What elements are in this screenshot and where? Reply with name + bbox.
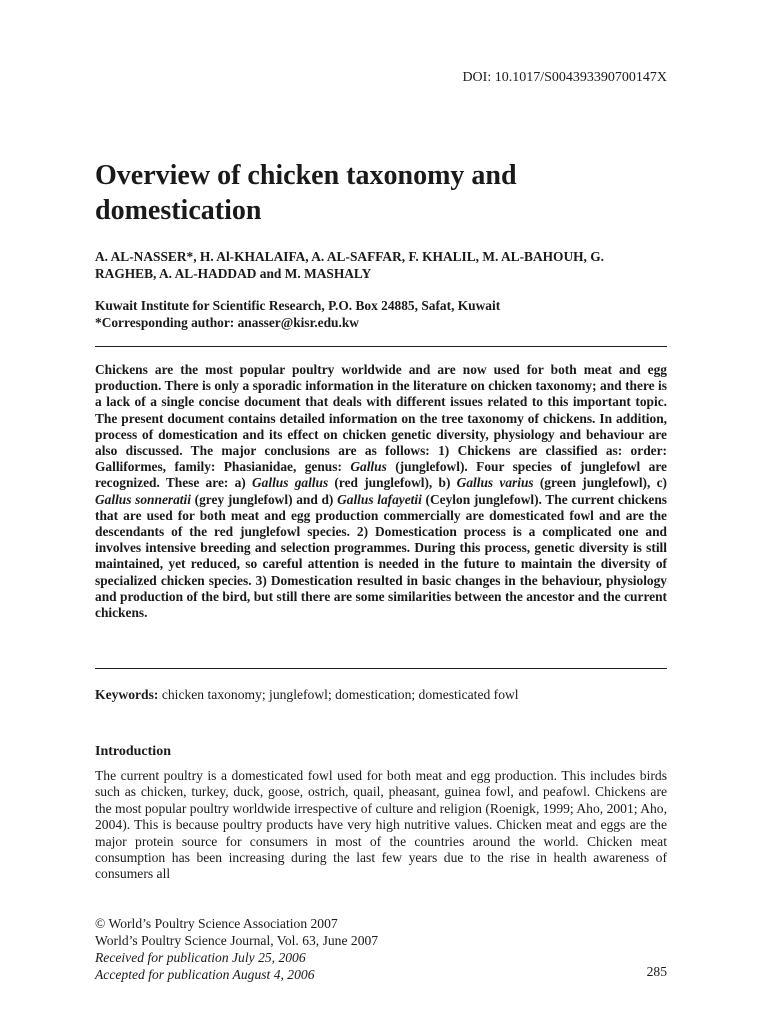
abstract-text-3: (red junglefowl), b) bbox=[328, 475, 457, 491]
abstract bbox=[95, 362, 667, 621]
abstract-bottom-rule bbox=[95, 668, 667, 669]
affiliation-block bbox=[95, 297, 655, 331]
abstract-italic-gallus-varius: Gallus varius bbox=[456, 475, 534, 491]
received-date: Received for publication July 25, 2006 bbox=[95, 950, 306, 965]
abstract-italic-gallus-gallus: Gallus gallus bbox=[251, 475, 329, 491]
abstract-text-5: (grey junglefowl) and d) bbox=[190, 491, 338, 507]
accepted-date: Accepted for publication August 4, 2006 bbox=[95, 967, 315, 982]
abstract-top-rule bbox=[95, 346, 667, 347]
author-list: A. AL-NASSER*, H. Al-KHALAIFA, A. AL-SAFFAR, F. KHALIL, M. AL-BAHOUH, G. RAGHEB, A. AL-HADDAD and M. MASHALY bbox=[95, 249, 605, 281]
abstract-text-1: Chickens are the most popular poultry worldwide and are now used for both meat and egg production. There is only a sporadic information in the literature on chicken taxonomy; and there is a lack of a single concise document that deals with different issues related to this important topic. The present document contains detailed information on the tree taxonomy of chickens. In addition, process of domestication and its effect on chicken genetic diversity, physiology and behaviour are also discussed. The major conclusions are as follows: 1) Chickens are classified as: order: Galliformes, family: Phasianidae, genus: bbox=[95, 362, 667, 475]
affiliation: Kuwait Institute for Scientific Research, P.O. Box 24885, Safat, Kuwait bbox=[95, 298, 501, 313]
introduction-paragraph: The current poultry is a domesticated fowl used for both meat and egg production. This includes birds such as chicken, turkey, duck, goose, ostrich, quail, pheasant, guinea fowl, and peafowl. Chickens are the most popular poultry worldwide irrespective of culture and religion (Roenigk, 1999; Aho, 2001; Aho, 2004). This is because poultry products have very high nutritive values. Chicken meat and eggs are the major protein source for consumers in most of the countries around the world. Chicken meat consumption has been increasing during the last few years due to the rise in health awareness of consumers all bbox=[95, 768, 667, 882]
abstract-italic-gallus-sonneratii: Gallus sonneratii bbox=[95, 491, 191, 507]
abstract-text-2: (junglefowl). Four species of junglefowl are recognized. These are: a) bbox=[95, 459, 668, 491]
keywords-label: Keywords: bbox=[95, 687, 159, 702]
page-number: 285 bbox=[646, 964, 667, 979]
corresponding-author: *Corresponding author: anasser@kisr.edu.kw bbox=[95, 315, 359, 330]
abstract-text-6: (Ceylon junglefowl). The current chickens that are used for both meat and egg production commercially are domesticated fowl and are the descendants of the red junglefowl species. 2) Domestication process is a complicated one and involves intensive breeding and selection programmes. During this process, genetic diversity is still maintained, yet reduced, so careful attention is needed in the future to maintain the diversity of specialized chicken species. 3) Domestication resulted in basic changes in the behaviour, physiology and production of the bird, but still there are some similarities between the ancestor and the current chickens. bbox=[95, 491, 668, 621]
doi: DOI: 10.1017/S004393390700147X bbox=[462, 70, 667, 85]
abstract-italic-genus: Gallus bbox=[350, 459, 387, 475]
section-heading-introduction: Introduction bbox=[95, 744, 171, 759]
abstract-italic-gallus-lafayetii: Gallus lafayetii bbox=[337, 491, 422, 507]
keywords bbox=[95, 687, 667, 703]
keywords-text: chicken taxonomy; junglefowl; domestication; domesticated fowl bbox=[158, 687, 519, 702]
footer bbox=[95, 915, 667, 983]
copyright: © World’s Poultry Science Association 2007 bbox=[95, 916, 338, 931]
article-title: Overview of chicken taxonomy and domestication bbox=[95, 160, 517, 226]
abstract-text-4: (green junglefowl), c) bbox=[533, 475, 667, 491]
journal-citation: World’s Poultry Science Journal, Vol. 63, June 2007 bbox=[95, 933, 379, 948]
